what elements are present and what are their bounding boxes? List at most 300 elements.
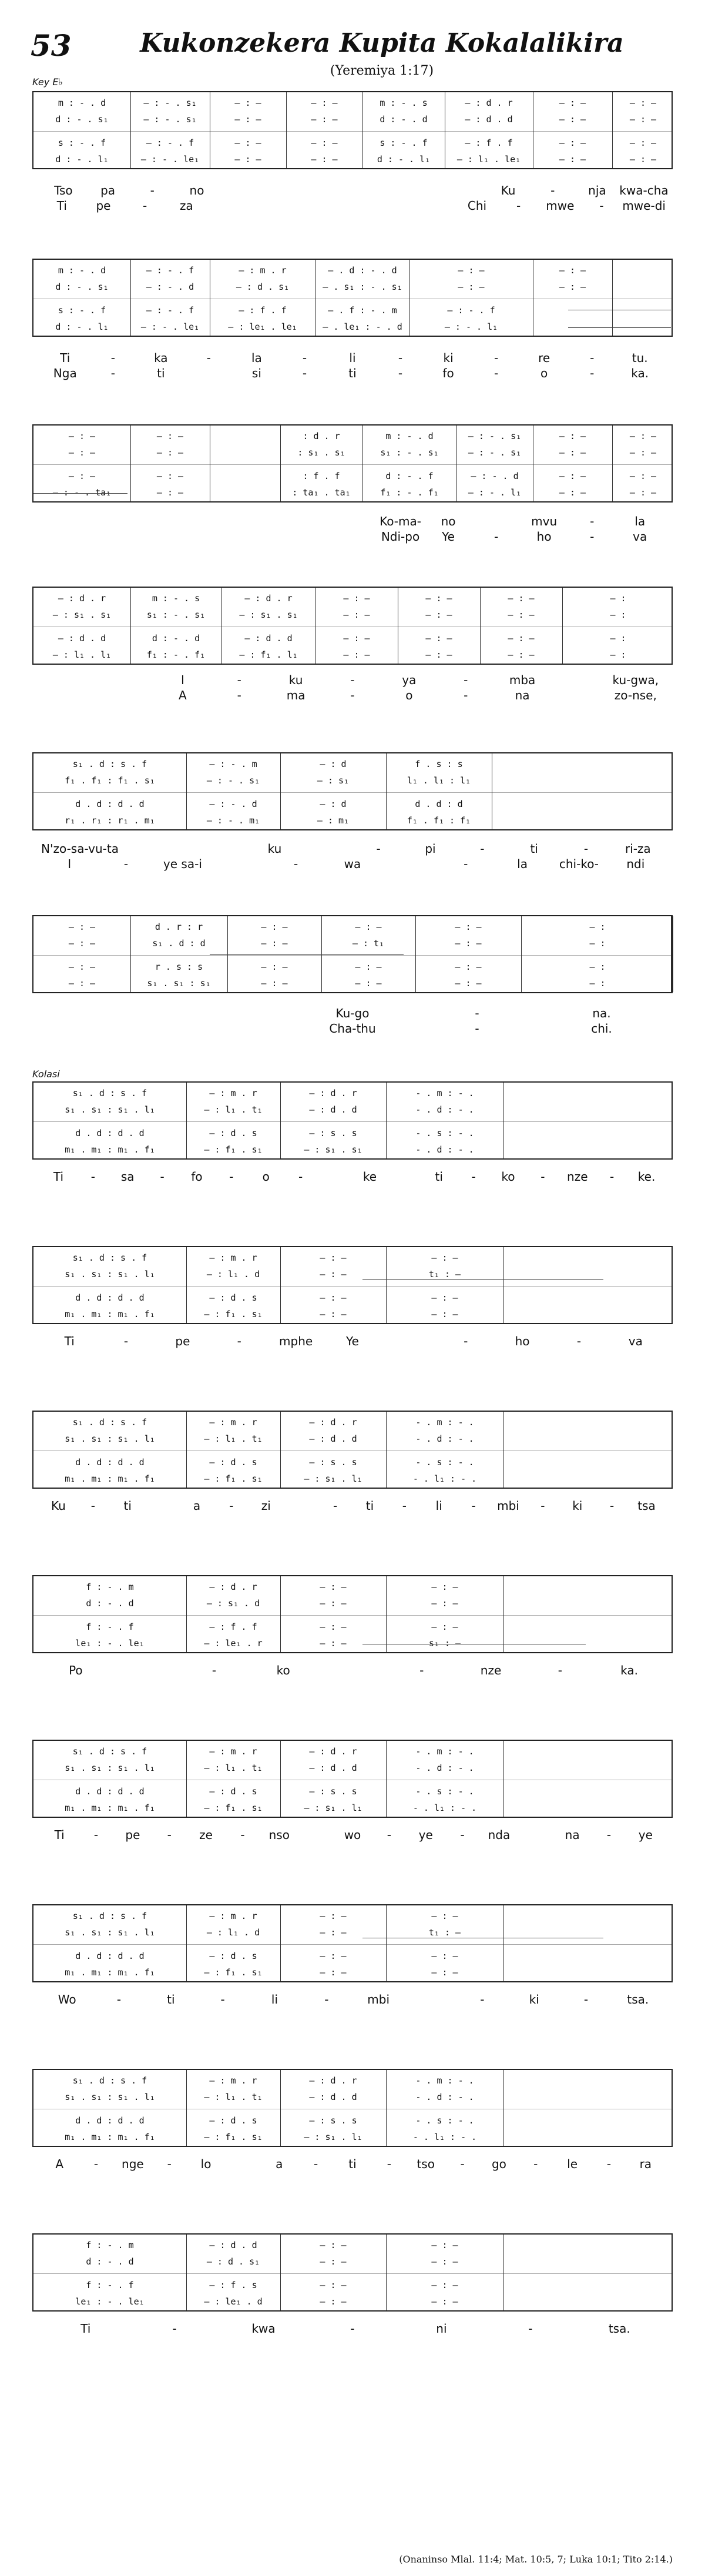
bar-line <box>503 1247 504 1323</box>
solfa-cell: — : - . f <box>146 265 194 276</box>
notation-system <box>32 1740 673 1818</box>
voice-separator <box>33 1615 672 1616</box>
lyric-syllable: A <box>179 688 187 702</box>
tie-line <box>362 1279 603 1280</box>
lyric-syllable: ti <box>157 366 165 380</box>
tie-line <box>210 954 404 955</box>
solfa-cell: — : s₁ . s₁ <box>239 609 298 620</box>
lyric-syllable: - <box>123 1334 129 1348</box>
solfa-cell: — : d . s <box>209 2115 257 2126</box>
solfa-cell: — : - . ta₁ <box>52 487 112 498</box>
solfa-cell: — : le₁ . le₁ <box>228 321 297 332</box>
lyric-syllable: mvu <box>531 514 558 528</box>
lyric-syllable: ki <box>529 1992 539 2006</box>
solfa-cell: — : m . r <box>209 1417 257 1428</box>
solfa-cell: — : <box>610 593 626 604</box>
solfa-cell: — : t₁ <box>352 938 385 949</box>
lyric-syllable: go <box>491 2157 506 2171</box>
solfa-cell: — : — <box>431 1292 458 1303</box>
lyric-syllable: ti <box>435 1170 443 1184</box>
solfa-cell: - . m : - . <box>415 1088 474 1098</box>
solfa-cell: — : — <box>234 114 261 125</box>
solfa-cell: — : — <box>68 447 96 458</box>
lyric-syllable: pe <box>125 1828 140 1842</box>
solfa-cell: — : s₁ . l₁ <box>304 1803 362 1813</box>
lyric-syllable: a <box>193 1499 201 1513</box>
solfa-cell: f₁ : - . f₁ <box>146 649 206 660</box>
solfa-cell: — : — <box>431 1951 458 1961</box>
solfa-cell: f₁ . f₁ : f₁ . s₁ <box>65 775 155 786</box>
solfa-cell: — : l₁ . t₁ <box>204 2092 263 2102</box>
solfa-cell: — : — <box>559 431 586 441</box>
lyric-syllable: - <box>516 199 521 213</box>
solfa-cell: — : s₁ . d <box>206 1598 260 1609</box>
solfa-cell: — : — <box>320 2280 347 2290</box>
solfa-cell: — : le₁ . d <box>204 2296 263 2307</box>
solfa-cell: — : s₁ . s₁ <box>52 609 112 620</box>
lyric-syllable: - <box>212 1663 217 1677</box>
solfa-cell: — : f₁ . s₁ <box>204 2132 263 2142</box>
lyric-syllable: - <box>237 673 241 687</box>
lyric-syllable: - <box>302 366 307 380</box>
voice-separator <box>33 1121 672 1122</box>
solfa-cell: — : - . s₁ <box>468 431 522 441</box>
solfa-cell: — : — <box>431 2280 458 2290</box>
lyric-syllable: nja <box>588 183 606 197</box>
lyric-syllable: Chi <box>467 199 487 213</box>
lyric-syllable: fo <box>442 366 454 380</box>
lyric-syllable: - <box>376 842 381 856</box>
solfa-cell: — : d . r <box>244 593 293 604</box>
solfa-cell: — : — <box>320 1292 347 1303</box>
lyric-syllable: ye <box>638 1828 653 1842</box>
solfa-cell: — : d . r <box>58 593 106 604</box>
solfa-cell: f : - . f <box>86 2280 134 2290</box>
solfa-cell: s₁ . d : s . f <box>72 1417 147 1428</box>
lyric-syllable: - <box>237 688 241 702</box>
solfa-cell: s₁ . s₁ : s₁ <box>147 978 211 989</box>
solfa-cell: le₁ : - . le₁ <box>75 1638 145 1649</box>
lyric-syllable: tsa. <box>627 1992 649 2006</box>
solfa-cell: — : d . r <box>309 1088 357 1098</box>
notation-system <box>32 259 673 337</box>
solfa-cell: — : <box>610 633 626 644</box>
notation-system <box>32 915 673 993</box>
solfa-cell: — : d . d <box>209 2240 257 2250</box>
solfa-cell: — : m . r <box>209 2075 257 2086</box>
solfa-cell: d : - . d <box>152 633 200 644</box>
solfa-cell: — : le₁ . r <box>204 1638 263 1649</box>
tie-line <box>33 493 127 494</box>
lyric-syllable: - <box>143 199 147 213</box>
solfa-cell: — : f₁ . s₁ <box>204 1144 263 1155</box>
solfa-cell: - . m : - . <box>415 1417 474 1428</box>
solfa-cell: - . d : - . <box>415 1763 474 1773</box>
solfa-cell: — : s₁ . s₁ <box>304 1144 362 1155</box>
solfa-cell: s₁ . d : s . f <box>72 1746 147 1757</box>
lyric-syllable: li <box>271 1992 278 2006</box>
hymn-header <box>0 0 705 88</box>
lyric-syllable: ndi <box>626 857 645 871</box>
solfa-cell: — : <box>589 938 606 949</box>
footer-references: (Onaninso Mlal. 11:4; Mat. 10:5, 7; Luka 10:1; Tito 2:14.) <box>399 2554 673 2565</box>
lyric-syllable: - <box>150 183 155 197</box>
lyric-syllable: mwe-di <box>622 199 666 213</box>
voice-separator <box>33 792 672 793</box>
lyric-syllable: va <box>633 530 647 544</box>
bar-line <box>503 2070 504 2146</box>
solfa-cell: m₁ . m₁ : m₁ . f₁ <box>65 1309 155 1319</box>
solfa-cell: - . s : - . <box>415 2115 474 2126</box>
lyric-syllable: - <box>172 2322 177 2336</box>
solfa-cell: — : d . s <box>209 1951 257 1961</box>
bar-line <box>503 1412 504 1488</box>
solfa-cell: — : — <box>559 114 586 125</box>
solfa-cell: — : — <box>431 1598 458 1609</box>
lyric-syllable: - <box>350 2322 355 2336</box>
solfa-cell: — : d . s₁ <box>206 2256 260 2267</box>
lyric-syllable: la <box>634 514 646 528</box>
lyric-syllable: ti <box>530 842 538 856</box>
solfa-cell: d : - . d <box>86 1598 134 1609</box>
solfa-cell: - . m : - . <box>415 2075 474 2086</box>
bar-line <box>612 260 613 336</box>
lyric-syllable: - <box>302 351 307 365</box>
lyric-syllable: si <box>251 366 261 380</box>
lyric-syllable: - <box>419 1663 424 1677</box>
lyric-syllable: Tso <box>54 183 73 197</box>
lyric-syllable: za <box>179 199 193 213</box>
lyric-syllable: - <box>460 2157 465 2171</box>
solfa-cell: — : m . r <box>209 1911 257 1921</box>
lyric-syllable: - <box>206 351 211 365</box>
key-signature: Key E♭ <box>32 76 63 88</box>
solfa-cell: — : — <box>455 938 482 949</box>
solfa-cell: — : l₁ . d <box>206 1269 260 1279</box>
solfa-cell: — : — <box>431 2296 458 2307</box>
lyric-syllable: pa <box>100 183 116 197</box>
lyric-syllable: Ye <box>442 530 455 544</box>
lyric-syllable: - <box>576 1334 582 1348</box>
solfa-cell: d : - . d <box>86 2256 134 2267</box>
solfa-cell: — : — <box>559 265 586 276</box>
solfa-cell: - . s : - . <box>415 1457 474 1468</box>
lyric-syllable: I <box>68 857 72 871</box>
solfa-cell: — : — <box>559 487 586 498</box>
lyric-syllable: - <box>480 842 485 856</box>
lyric-syllable: tu. <box>632 351 648 365</box>
solfa-cell: — : - . d <box>471 471 519 481</box>
lyric-syllable: wo <box>344 1828 361 1842</box>
lyric-syllable: ka. <box>631 366 649 380</box>
lyric-syllable: - <box>294 857 298 871</box>
lyric-syllable: ki <box>572 1499 583 1513</box>
solfa-cell: — : — <box>320 1622 347 1632</box>
lyric-syllable: - <box>494 530 499 544</box>
solfa-cell: m : - . d <box>58 98 106 108</box>
notation-system <box>32 91 673 169</box>
solfa-cell: — : — <box>320 1269 347 1279</box>
solfa-cell: r₁ . r₁ : r₁ . m₁ <box>65 815 155 826</box>
lyric-syllable: - <box>167 2157 172 2171</box>
lyric-syllable: - <box>464 673 468 687</box>
solfa-cell: f₁ : - . f₁ <box>380 487 439 498</box>
solfa-cell: — : l₁ . t₁ <box>204 1104 263 1115</box>
lyric-syllable: - <box>350 688 355 702</box>
voice-separator <box>33 464 672 465</box>
lyric-syllable: - <box>350 673 355 687</box>
solfa-cell: f : - . m <box>86 2240 134 2250</box>
voice-separator <box>33 131 672 132</box>
solfa-cell: — : — <box>425 609 452 620</box>
solfa-cell: d . d : d . d <box>75 2115 145 2126</box>
lyric-syllable: - <box>324 1992 329 2006</box>
lyric-syllable: - <box>475 1021 479 1036</box>
solfa-cell: d : - . f <box>385 471 434 481</box>
lyric-syllable: Ti <box>60 351 70 365</box>
lyric-syllable: mwe <box>546 199 575 213</box>
lyric-syllable: ke. <box>637 1170 656 1184</box>
notation-system <box>32 1575 673 1653</box>
lyric-syllable: kwa <box>251 2322 276 2336</box>
solfa-cell: s₁ . s₁ : s₁ . l₁ <box>65 1104 155 1115</box>
solfa-cell: m₁ . m₁ : m₁ . f₁ <box>65 2132 155 2142</box>
lyric-syllable: mphe <box>279 1334 313 1348</box>
lyric-syllable: o <box>540 366 548 380</box>
lyric-syllable: wa <box>344 857 361 871</box>
notation-system <box>32 1411 673 1489</box>
solfa-cell: — : — <box>68 431 96 441</box>
solfa-cell: — : — <box>320 1309 347 1319</box>
solfa-cell: — : d <box>320 799 347 809</box>
solfa-cell: — : l₁ . t₁ <box>204 1763 263 1773</box>
notation-system <box>32 2233 673 2312</box>
solfa-cell: — : — <box>559 154 586 165</box>
solfa-cell: — : m . r <box>209 1746 257 1757</box>
solfa-cell: — : — <box>559 98 586 108</box>
lyric-syllable: Wo <box>58 1992 76 2006</box>
lyric-syllable: - <box>314 2157 318 2171</box>
lyric-syllable: o <box>262 1170 270 1184</box>
solfa-cell: — : d . d <box>309 2092 357 2102</box>
solfa-cell: t₁ : — <box>428 1927 461 1938</box>
solfa-cell: — : — <box>343 609 370 620</box>
lyric-syllable: - <box>460 1828 465 1842</box>
solfa-cell: f : - . m <box>86 1582 134 1592</box>
lyric-syllable: - <box>583 1992 589 2006</box>
solfa-cell: — : — <box>311 138 338 148</box>
voice-separator <box>33 1944 672 1945</box>
lyric-syllable: Ti <box>54 1828 65 1842</box>
solfa-cell: — : — <box>431 1582 458 1592</box>
lyric-syllable: na <box>565 1828 580 1842</box>
solfa-cell: : d . r <box>303 431 340 441</box>
solfa-cell: — : — <box>559 471 586 481</box>
lyric-syllable: - <box>606 2157 612 2171</box>
lyric-syllable: mbi <box>367 1992 390 2006</box>
solfa-cell: - . l₁ : - . <box>412 2132 477 2142</box>
bar-line <box>503 1741 504 1817</box>
solfa-cell: — : — <box>458 282 485 292</box>
solfa-cell: - . s : - . <box>415 1786 474 1797</box>
solfa-cell: — : d . s <box>209 1786 257 1797</box>
lyric-syllable: - <box>494 351 499 365</box>
lyric-syllable: a <box>276 2157 283 2171</box>
lyric-syllable: Ko-ma- <box>380 514 421 528</box>
solfa-cell: — : - . le₁ <box>140 154 200 165</box>
lyric-syllable: ku <box>288 673 303 687</box>
solfa-cell: — : <box>589 962 606 972</box>
solfa-cell: — : <box>589 978 606 989</box>
solfa-cell: — : — <box>355 978 382 989</box>
solfa-cell: — : - . m₁ <box>206 815 260 826</box>
lyric-syllable: Ti <box>53 1170 64 1184</box>
solfa-cell: s₁ . s₁ : s₁ . l₁ <box>65 2092 155 2102</box>
lyric-syllable: - <box>93 1828 99 1842</box>
solfa-cell: — : f₁ . s₁ <box>204 1309 263 1319</box>
solfa-cell: d : - . l₁ <box>55 154 109 165</box>
tie-line <box>568 327 671 328</box>
solfa-cell: f₁ . f₁ : f₁ <box>407 815 471 826</box>
solfa-cell: — : — <box>629 447 657 458</box>
lyric-syllable: Ku <box>51 1499 66 1513</box>
solfa-cell: - . d : - . <box>415 1433 474 1444</box>
solfa-cell: — : <box>610 649 626 660</box>
solfa-cell: — : — <box>629 471 657 481</box>
solfa-cell: s₁ : — <box>428 1638 461 1649</box>
solfa-cell: — : — <box>355 922 382 932</box>
lyric-syllable: - <box>167 1828 172 1842</box>
solfa-cell: m : - . d <box>58 265 106 276</box>
lyric-syllable: - <box>480 1992 485 2006</box>
lyric-syllable: - <box>229 1170 234 1184</box>
lyric-syllable: - <box>93 2157 99 2171</box>
solfa-cell: l₁ . l₁ : l₁ <box>407 775 471 786</box>
solfa-cell: — : m . r <box>239 265 287 276</box>
lyric-syllable: li <box>435 1499 442 1513</box>
solfa-cell: — : — <box>320 1598 347 1609</box>
solfa-cell: — : d . r <box>309 1746 357 1757</box>
solfa-cell: — : f₁ . s₁ <box>204 1803 263 1813</box>
solfa-cell: — : — <box>455 922 482 932</box>
solfa-cell: — : — <box>320 1951 347 1961</box>
solfa-cell: : s₁ . s₁ <box>297 447 345 458</box>
lyric-syllable: pe <box>175 1334 190 1348</box>
lyric-syllable: Nga <box>53 366 77 380</box>
solfa-cell: d : - . s₁ <box>55 282 109 292</box>
lyric-syllable: fo <box>191 1170 203 1184</box>
scripture-reference: (Yeremiya 1:17) <box>330 63 434 78</box>
lyric-syllable: ho <box>515 1334 530 1348</box>
solfa-cell: — : s . s <box>309 1457 357 1468</box>
lyric-syllable: no <box>441 514 456 528</box>
lyric-syllable: - <box>540 1499 545 1513</box>
solfa-cell: — : — <box>629 431 657 441</box>
solfa-cell: m : - . s <box>152 593 200 604</box>
solfa-cell: — : — <box>261 978 288 989</box>
solfa-cell: — : — <box>156 487 184 498</box>
solfa-cell: — : - . d <box>146 282 194 292</box>
solfa-cell: - . l₁ : - . <box>412 1473 477 1484</box>
lyric-syllable: - <box>558 1663 562 1677</box>
hymn-number: 53 <box>31 28 72 63</box>
solfa-cell: - . d : - . <box>415 1104 474 1115</box>
solfa-cell: — : <box>589 922 606 932</box>
solfa-cell: — : — <box>311 98 338 108</box>
lyric-syllable: li <box>349 351 356 365</box>
solfa-cell: — : — <box>234 138 261 148</box>
solfa-cell: — : - . l₁ <box>444 321 498 332</box>
solfa-cell: — : f . s <box>209 2280 257 2290</box>
lyric-syllable: - <box>610 1170 615 1184</box>
solfa-cell: d . d : d . d <box>75 799 145 809</box>
solfa-cell: d . d : d . d <box>75 1457 145 1468</box>
solfa-cell: s₁ . d : s . f <box>72 2075 147 2086</box>
solfa-cell: — : - . s₁ <box>143 98 197 108</box>
solfa-cell: d : - . s₁ <box>55 114 109 125</box>
lyric-syllable: - <box>606 1828 612 1842</box>
solfa-cell: d . d : d . d <box>75 1951 145 1961</box>
solfa-cell: — : m . r <box>209 1252 257 1263</box>
solfa-cell: — : — <box>234 154 261 165</box>
lyric-syllable: nge <box>122 2157 144 2171</box>
lyric-syllable: ki <box>443 351 454 365</box>
voice-separator <box>33 1286 672 1287</box>
solfa-cell: — : d . r <box>309 2075 357 2086</box>
lyric-syllable: zi <box>261 1499 271 1513</box>
solfa-cell: s₁ . s₁ : s₁ . l₁ <box>65 1433 155 1444</box>
lyric-syllable: - <box>229 1499 234 1513</box>
bar-line <box>503 2235 504 2310</box>
lyric-syllable: I <box>180 673 184 687</box>
solfa-cell: — : — <box>629 138 657 148</box>
solfa-cell: — : f₁ . s₁ <box>204 1473 263 1484</box>
lyric-syllable: - <box>590 366 595 380</box>
solfa-cell: — : d . d <box>309 1763 357 1773</box>
lyric-syllable: va <box>628 1334 643 1348</box>
solfa-cell: — : — <box>311 114 338 125</box>
solfa-cell: — : — <box>431 1622 458 1632</box>
lyric-syllable: sa <box>120 1170 135 1184</box>
solfa-cell: d : - . l₁ <box>377 154 431 165</box>
lyric-syllable: ti <box>348 2157 357 2171</box>
lyric-syllable: ma <box>286 688 306 702</box>
solfa-cell: — : — <box>508 593 535 604</box>
solfa-cell: s₁ : - . s₁ <box>380 447 439 458</box>
solfa-cell: — : — <box>320 1927 347 1938</box>
solfa-cell: d . d : d . d <box>75 1292 145 1303</box>
lyric-syllable: kwa-cha <box>619 183 669 197</box>
solfa-cell: - . m : - . <box>415 1746 474 1757</box>
lyric-syllable: ka <box>154 351 168 365</box>
lyric-syllable: - <box>533 2157 538 2171</box>
lyric-syllable: ko <box>276 1663 290 1677</box>
lyric-syllable: - <box>387 1828 391 1842</box>
solfa-cell: — : — <box>320 1967 347 1978</box>
lyric-syllable: - <box>610 1499 615 1513</box>
lyric-syllable: ka. <box>620 1663 639 1677</box>
solfa-cell: — : — <box>320 1638 347 1649</box>
lyric-syllable: ye sa-i <box>163 857 202 871</box>
notation-system <box>32 424 673 503</box>
solfa-cell: m : - . s <box>380 98 428 108</box>
solfa-cell: — : - . d <box>209 799 257 809</box>
solfa-cell: s₁ . d : s . f <box>72 759 147 769</box>
lyric-syllable: Ye <box>346 1334 359 1348</box>
lyric-syllable: - <box>550 183 555 197</box>
solfa-cell: f : - . f <box>86 1622 134 1632</box>
solfa-cell: — : — <box>431 2256 458 2267</box>
